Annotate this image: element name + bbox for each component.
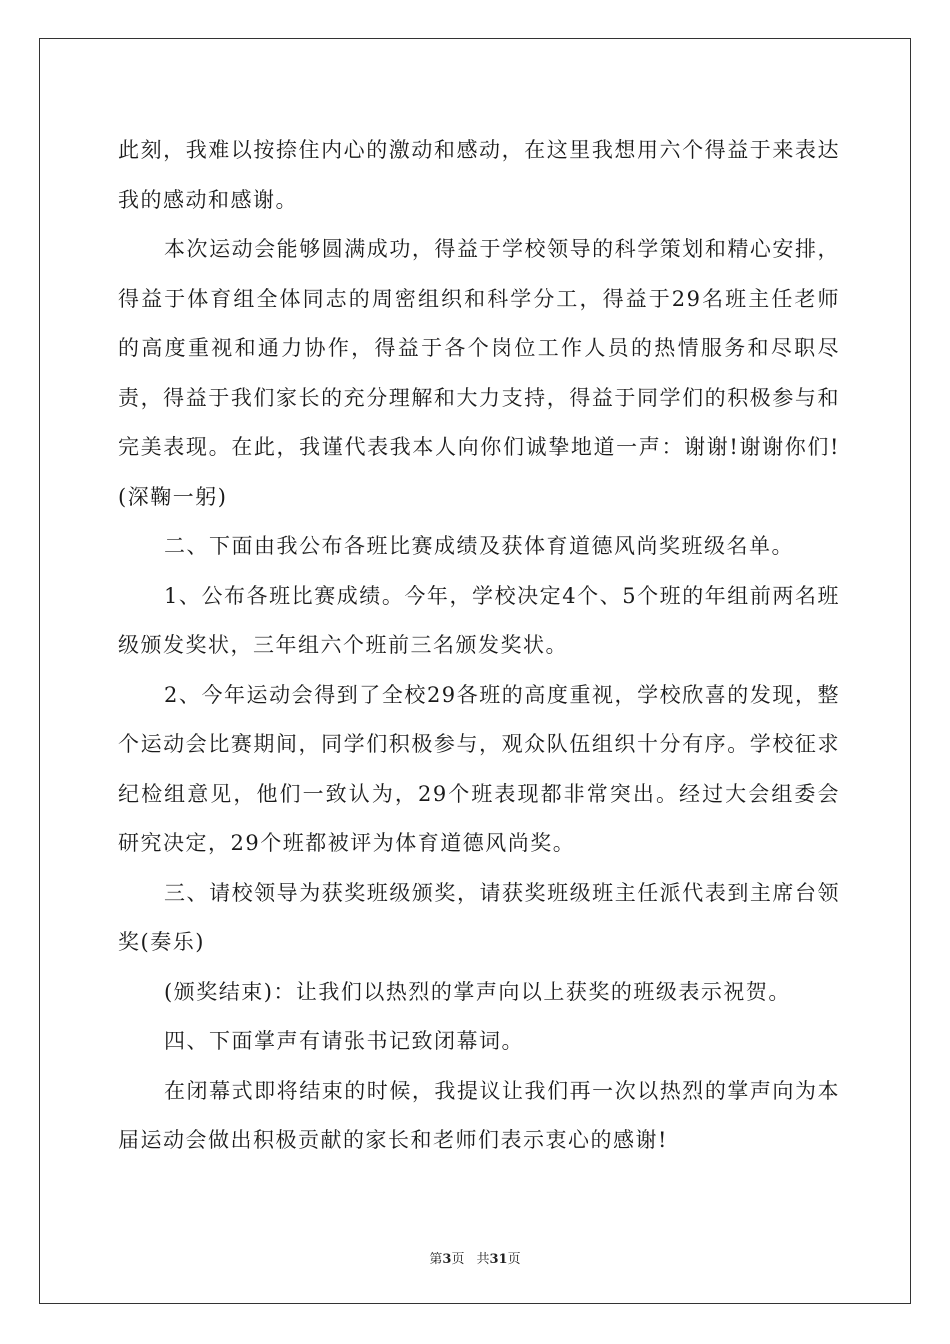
page-label-suffix: 页 <box>451 1252 465 1267</box>
page-footer <box>0 1248 950 1267</box>
paragraph-2: 本次运动会能够圆满成功，得益于学校领导的科学策划和精心安排，得益于体育组全体同志的周密组织和科学分工，得益于29名班主任老师的高度重视和通力协作，得益于各个岗位工作人员的热情服务和尽职尽责，得益于我们家长的充分理解和大力支持，得益于同学们的积极参与和完美表现。在此，我谨代表我本人向你们诚挚地道一声：谢谢!谢谢你们!(深鞠一躬) <box>118 237 840 509</box>
page-number: 3 <box>442 1252 452 1267</box>
paragraph-4: 1、公布各班比赛成绩。今年，学校决定4个、5个班的年组前两名班级颁发奖状，三年组六个班前三名颁发奖状。 <box>118 583 840 657</box>
paragraph-9: 在闭幕式即将结束的时候，我提议让我们再一次以热烈的掌声向为本届运动会做出积极贡献的家长和老师们表示衷心的感谢! <box>118 1078 840 1152</box>
paragraph-7: (颁奖结束)：让我们以热烈的掌声向以上获奖的班级表示祝贺。 <box>164 979 791 1004</box>
total-pages: 31 <box>489 1252 508 1267</box>
page-label-prefix: 第 <box>429 1252 443 1267</box>
total-label-prefix: 共 <box>476 1252 490 1267</box>
total-label-suffix: 页 <box>507 1252 521 1267</box>
paragraph-1: 此刻，我难以按捺住内心的激动和感动，在这里我想用六个得益于来表达我的感动和感谢。 <box>118 138 840 212</box>
paragraph-6: 三、请校领导为获奖班级颁奖，请获奖班级班主任派代表到主席台领奖(奏乐) <box>118 880 840 954</box>
paragraph-3: 二、下面由我公布各班比赛成绩及获体育道德风尚奖班级名单。 <box>164 534 794 558</box>
paragraph-5: 2、今年运动会得到了全校29各班的高度重视，学校欣喜的发现，整个运动会比赛期间，同学们积极参与，观众队伍组织十分有序。学校征求纪检组意见，他们一致认为，29个班表现都非常突出。经过大会组委会研究决定，29个班都被评为体育道德风尚奖。 <box>118 682 840 855</box>
paragraph-8: 四、下面掌声有请张书记致闭幕词。 <box>164 1029 524 1053</box>
document-body <box>118 126 840 1166</box>
